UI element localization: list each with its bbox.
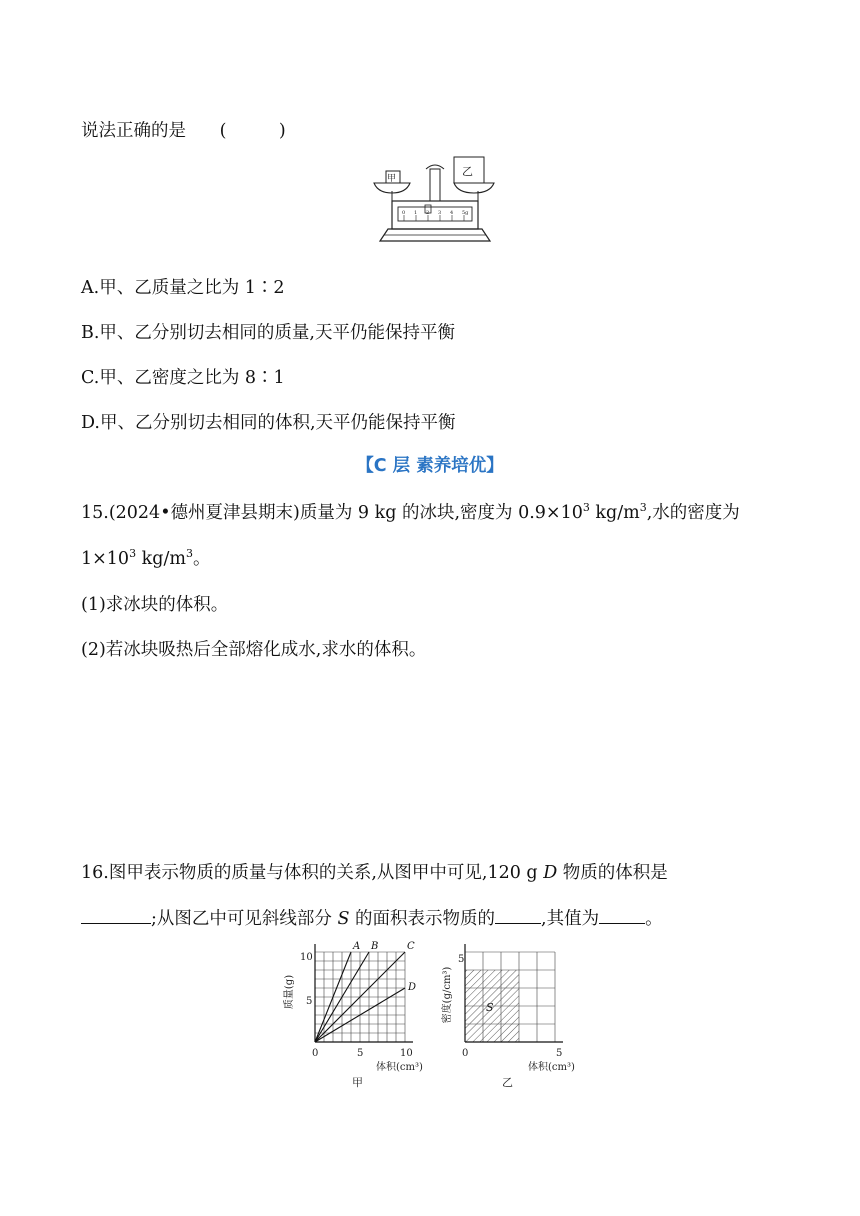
q15-line2-sup2: 3 — [185, 547, 193, 561]
chart-jia-series-label-D: D — [408, 982, 417, 993]
chart-yi-ytick-5: 5 — [458, 954, 465, 965]
q16-line2-a: ;从图乙中可见斜线部分 — [151, 909, 338, 929]
q15-line2-sup1: 3 — [129, 547, 137, 561]
q16-line1-b: 物质的体积是 — [557, 863, 668, 883]
scale-num-1: 1 — [414, 210, 418, 216]
chart-yi-caption: 乙 — [502, 1076, 513, 1089]
q15-line1-c: ,水的密度为 — [646, 503, 740, 523]
q14-option-c: C.甲、乙密度之比为 8∶1 — [81, 368, 285, 388]
section-header: 【C 层 素养培优】 — [356, 456, 504, 476]
q16-line2-s: S — [337, 909, 350, 929]
answer-blank-2[interactable] — [495, 905, 541, 924]
chart-jia-caption: 甲 — [352, 1076, 363, 1089]
q16-line1-a: 16.图甲表示物质的质量与体积的关系,从图甲中可见,120 g — [81, 863, 544, 883]
chart-yi — [440, 940, 590, 1090]
q16-line2 — [81, 905, 663, 930]
scale-num-5: 5g — [462, 210, 469, 216]
chart-yi-xlabel: 体积(cm³) — [528, 1062, 575, 1073]
q15-line2 — [81, 545, 210, 570]
q16-line2-b: 的面积表示物质的 — [349, 909, 496, 929]
q14-stem-text: 说法正确的是 — [81, 121, 186, 141]
q16-line1-d: D — [543, 863, 558, 883]
balance-figure — [370, 155, 500, 245]
chart-yi-xtick-5: 5 — [556, 1048, 563, 1059]
chart-yi-ylabel: 密度(g/cm³) — [442, 966, 453, 1024]
q15-line2-b: kg/m — [136, 549, 186, 569]
scale-num-2: 2 — [426, 210, 430, 216]
scale-num-4: 4 — [450, 210, 454, 216]
chart-jia-series-label-B: B — [371, 941, 379, 952]
q14-option-b: B.甲、乙分别切去相同的质量,天平仍能保持平衡 — [81, 323, 455, 343]
q15-line1-sup1: 3 — [582, 501, 590, 515]
q14-answer-paren: ( ) — [219, 121, 286, 141]
q14-option-d: D.甲、乙分别切去相同的体积,天平仍能保持平衡 — [81, 413, 456, 433]
answer-blank-1[interactable] — [81, 905, 151, 924]
chart-jia-series — [315, 941, 416, 1042]
chart-jia-ytick-5: 5 — [306, 996, 313, 1007]
q15-line1-a: 15.(2024•德州夏津县期末)质量为 9 kg 的冰块,密度为 0.9×10 — [81, 503, 583, 523]
q15-line2-c: 。 — [192, 549, 211, 569]
chart-jia-ytick-10: 10 — [300, 952, 313, 963]
chart-jia-series-label-C: C — [407, 941, 415, 952]
q15-line1-b: kg/m — [589, 503, 640, 523]
q15-line1 — [81, 499, 740, 524]
answer-blank-3[interactable] — [599, 905, 645, 924]
chart-jia-xlabel: 体积(cm³) — [376, 1062, 423, 1073]
chart-jia-xtick-0: 0 — [312, 1048, 319, 1059]
q16-line2-d: 。 — [645, 909, 663, 929]
block-yi-label: 乙 — [462, 165, 473, 178]
q14-stem — [81, 117, 286, 142]
q15-sub2: (2)若冰块吸热后全部熔化成水,求水的体积。 — [81, 640, 427, 660]
q15-sub1: (1)求冰块的体积。 — [81, 595, 229, 615]
chart-jia-series-label-A: A — [353, 941, 361, 952]
block-jia-label: 甲 — [387, 174, 397, 184]
q16-line1 — [81, 859, 668, 884]
q15-line2-a: 1×10 — [81, 549, 130, 569]
chart-yi-shaded-label: S — [486, 1001, 494, 1014]
q15-line1-sup2: 3 — [639, 501, 647, 515]
scale-num-3: 3 — [438, 210, 442, 216]
q14-option-a: A.甲、乙质量之比为 1∶2 — [81, 278, 285, 298]
q16-line2-c: ,其值为 — [541, 909, 600, 929]
chart-yi-xtick-0: 0 — [462, 1048, 469, 1059]
chart-jia — [280, 940, 450, 1090]
chart-jia-xtick-10: 10 — [400, 1048, 413, 1059]
scale-num-0: 0 — [402, 210, 406, 216]
chart-jia-xtick-5: 5 — [357, 1048, 364, 1059]
chart-jia-ylabel: 质量(g) — [284, 974, 295, 1010]
